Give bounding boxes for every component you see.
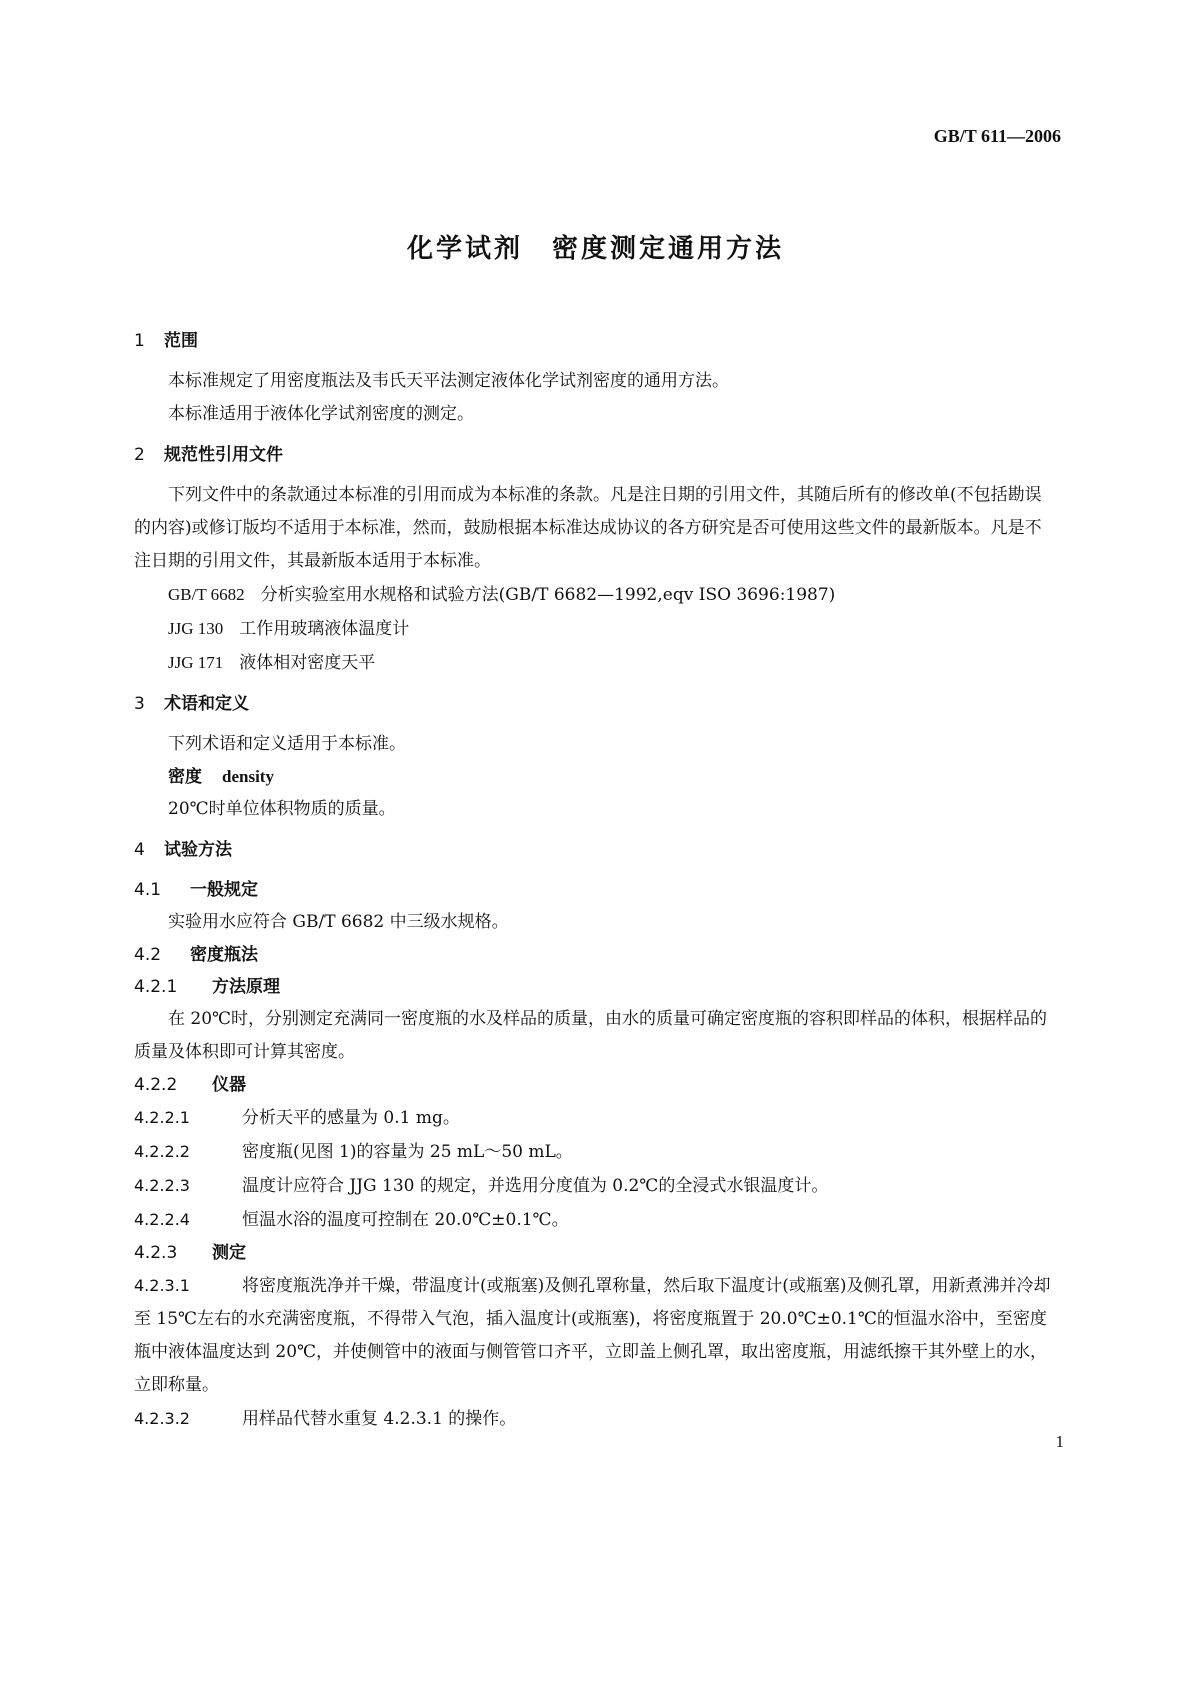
normative-reference [134,646,1057,680]
clause-number: 4.2.2.1 [134,1108,190,1127]
clause-text: 密度瓶(见图 1)的容量为 25 mL～50 mL。 [242,1142,573,1162]
subsection-number: 4.2.1 [134,977,178,997]
section-heading [134,325,1057,357]
clause-text: 用样品代替水重复 4.2.3.1 的操作。 [242,1409,517,1429]
reference-code: JJG 130 [168,619,224,638]
clause-text: 将密度瓶洗净并干燥，带温度计(或瓶塞)及侧孔罩称量，然后取下温度计(或瓶塞)及侧孔罩，用新煮沸并冷却至 15℃左右的水充满密度瓶，不得带入气泡，插入温度计(或瓶塞)，将密度瓶置于 20.0℃±0.1℃的恒温水浴中，至密度瓶中液体温度达到 20℃，并使侧管中的液面与侧管管口齐平，立即盖上侧孔罩，取出密度瓶，用滤纸擦干其外壁上的水，立即称量。 [134,1276,1051,1395]
term-chinese: 密度 [168,767,202,787]
section-heading [134,834,1057,866]
clause-item [134,1135,1057,1169]
section-title: 术语和定义 [164,694,249,714]
subsection-heading [134,1069,1057,1101]
normative-reference [134,612,1057,646]
section-number: 1 [134,331,145,351]
clause-number: 4.2.2.3 [134,1176,190,1195]
clause-item [134,1203,1057,1237]
term-english: density [222,767,274,786]
reference-code: JJG 171 [168,653,224,672]
section-number: 4 [134,840,145,860]
section-title: 范围 [164,331,198,351]
subsection-number: 4.2.2 [134,1075,178,1095]
standard-code: GB/T 611—2006 [933,126,1061,146]
clause-text: 温度计应符合 JJG 130 的规定，并选用分度值为 0.2℃的全浸式水银温度计。 [242,1176,829,1196]
term-definition: 20℃时单位体积物质的质量。 [168,799,396,819]
subsection-heading [134,1237,1057,1269]
clause-item [134,1269,1057,1402]
subsection-number: 4.2 [134,945,162,965]
page-title: 化学试剂 密度测定通用方法 [406,234,784,264]
paragraph: 在 20℃时，分别测定充满同一密度瓶的水及样品的质量，由水的质量可确定密度瓶的容积即样品的体积，根据样品的质量及体积即可计算其密度。 [134,1009,1048,1062]
subsection-heading [134,939,1057,971]
reference-title: 液体相对密度天平 [239,653,376,673]
clause-text: 分析天平的感量为 0.1 mg。 [242,1108,460,1128]
clause-number: 4.2.2.4 [134,1210,190,1229]
section-number: 2 [134,445,145,465]
reference-title: 工作用玻璃液体温度计 [239,619,410,639]
paragraph: 下列术语和定义适用于本标准。 [168,734,406,754]
subsection-number: 4.2.3 [134,1243,178,1263]
subsection-number: 4.1 [134,880,162,900]
section-heading [134,439,1057,471]
clause-number: 4.2.3.2 [134,1409,190,1428]
normative-reference [134,578,1057,612]
term-entry [134,761,1057,793]
clause-text: 恒温水浴的温度可控制在 20.0℃±0.1℃。 [242,1210,569,1230]
clause-item [134,1101,1057,1135]
section-number: 3 [134,694,145,714]
subsection-title: 仪器 [212,1075,246,1095]
section-title: 试验方法 [164,840,232,860]
paragraph: 实验用水应符合 GB/T 6682 中三级水规格。 [168,912,509,932]
reference-code: GB/T 6682 [168,585,245,604]
subsection-title: 一般规定 [190,880,258,900]
document-body [134,325,1057,1436]
paragraph: 本标准规定了用密度瓶法及韦氏天平法测定液体化学试剂密度的通用方法。 [168,371,729,391]
clause-number: 4.2.3.1 [134,1276,190,1295]
clause-number: 4.2.2.2 [134,1142,190,1161]
subsection-title: 方法原理 [212,977,280,997]
reference-title: 分析实验室用水规格和试验方法(GB/T 6682—1992,eqv ISO 3696:1987) [260,585,836,605]
paragraph: 下列文件中的条款通过本标准的引用而成为本标准的条款。凡是注日期的引用文件，其随后所有的修改单(不包括勘误的内容)或修订版均不适用于本标准，然而，鼓励根据本标准达成协议的各方研究是否可使用这些文件的最新版本。凡是不注日期的引用文件，其最新版本适用于本标准。 [134,485,1042,571]
subsection-heading [134,971,1057,1003]
subsection-title: 密度瓶法 [190,945,258,965]
section-heading [134,688,1057,720]
clause-item [134,1402,1057,1436]
section-title: 规范性引用文件 [164,445,283,465]
clause-item [134,1169,1057,1203]
paragraph: 本标准适用于液体化学试剂密度的测定。 [168,404,474,424]
subsection-heading [134,874,1057,906]
subsection-title: 测定 [212,1243,246,1263]
page-number: 1 [1055,1432,1064,1451]
